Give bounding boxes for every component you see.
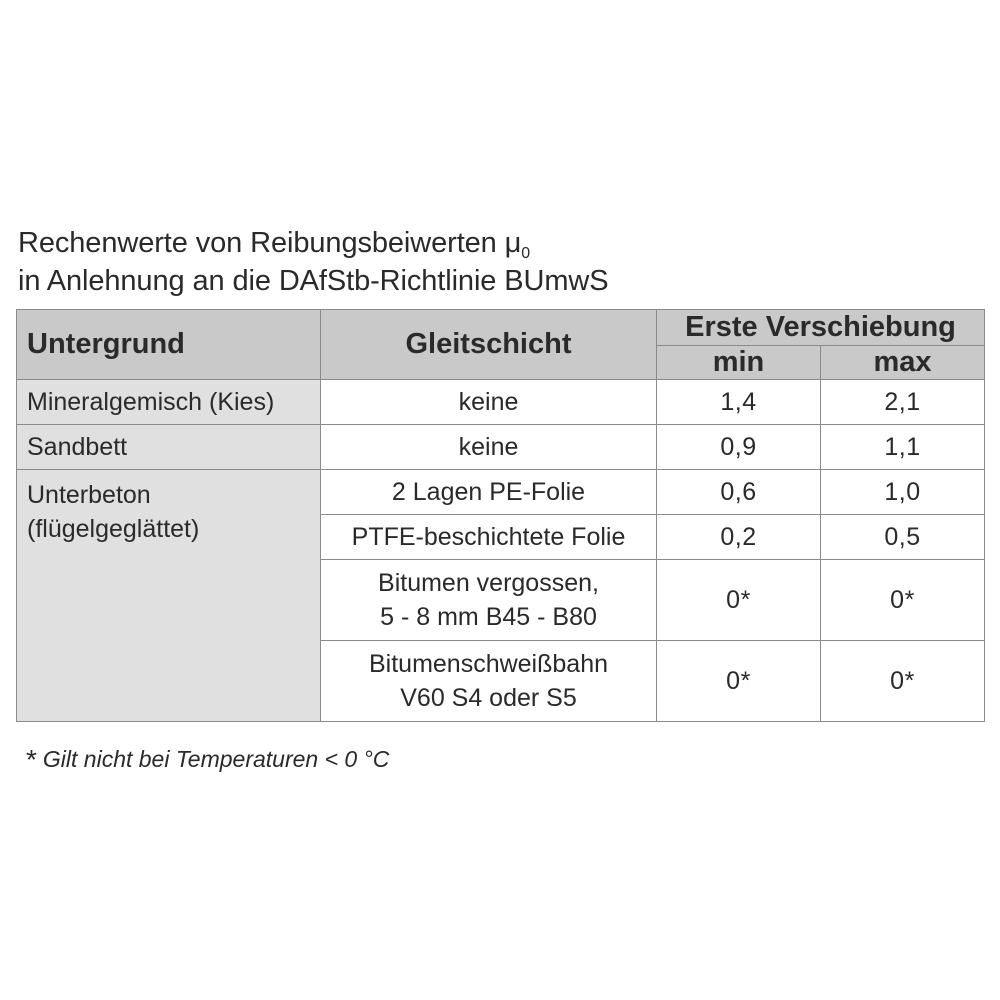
header-untergrund: Untergrund	[17, 310, 321, 380]
title-line-1-text: Rechenwerte von Reibungsbeiwerten μ	[18, 227, 522, 259]
cell-min: 0*	[657, 560, 821, 641]
cell-min: 0,9	[657, 425, 821, 470]
cell-untergrund: Sandbett	[17, 425, 321, 470]
cell-gleitschicht	[321, 560, 657, 641]
footnote	[26, 744, 389, 776]
footnote-text: Gilt nicht bei Temperaturen < 0 °C	[42, 746, 390, 772]
cell-untergrund-line-1: Unterbeton	[27, 481, 151, 509]
cell-max: 1,1	[821, 425, 985, 470]
cell-max: 0*	[821, 560, 985, 641]
cell-min: 0,6	[657, 470, 821, 515]
footnote-marker: *	[26, 744, 37, 775]
cell-gleitschicht-line-2: V60 S4 oder S5	[400, 684, 577, 712]
header-erste-verschiebung: Erste Verschiebung	[657, 310, 985, 346]
table-row	[17, 380, 985, 425]
table-title	[18, 224, 609, 300]
cell-max: 0*	[821, 641, 985, 722]
title-line-2: in Anlehnung an die DAfStb-Richtlinie BUmwS	[18, 265, 609, 297]
cell-gleitschicht-line-1: Bitumenschweißbahn	[368, 650, 608, 678]
cell-untergrund: Mineralgemisch (Kies)	[17, 380, 321, 425]
cell-max: 2,1	[821, 380, 985, 425]
friction-coefficients-table	[16, 309, 985, 722]
header-max: max	[821, 346, 985, 380]
title-line-1	[18, 224, 609, 262]
cell-gleitschicht-line-1: Bitumen vergossen,	[378, 569, 599, 597]
cell-min: 0*	[657, 641, 821, 722]
cell-min: 0,2	[657, 515, 821, 560]
cell-max: 1,0	[821, 470, 985, 515]
cell-gleitschicht: keine	[321, 380, 657, 425]
cell-untergrund	[17, 470, 321, 722]
header-min: min	[657, 346, 821, 380]
table-row	[17, 425, 985, 470]
cell-gleitschicht: 2 Lagen PE-Folie	[321, 470, 657, 515]
cell-gleitschicht	[321, 641, 657, 722]
table-row	[17, 470, 985, 515]
header-gleitschicht: Gleitschicht	[321, 310, 657, 380]
cell-untergrund-line-2: (flügelgeglättet)	[27, 515, 200, 543]
cell-gleitschicht: keine	[321, 425, 657, 470]
cell-gleitschicht-line-2: 5 - 8 mm B45 - B80	[380, 603, 597, 631]
title-subscript: 0	[521, 245, 531, 262]
cell-max: 0,5	[821, 515, 985, 560]
cell-gleitschicht: PTFE-beschichtete Folie	[321, 515, 657, 560]
cell-min: 1,4	[657, 380, 821, 425]
